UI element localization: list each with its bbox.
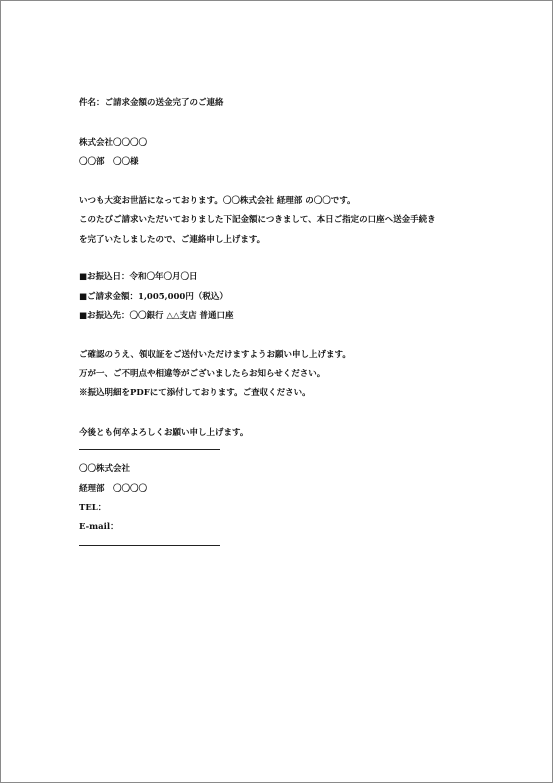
detail-transfer-date: ■お振込日：令和〇年〇月〇日 — [79, 272, 198, 282]
detail-billing-amount: ■ご請求金額：1,005,000円（税込） — [79, 292, 228, 302]
body-line-3: を完了いたしましたので、ご連絡申し上げます。 — [79, 235, 266, 245]
recipient-person: 〇〇部 〇〇様 — [79, 157, 139, 167]
signature-email: E-mail： — [79, 522, 119, 532]
body-line-2: このたびご請求いただいておりました下記金額につきまして、本日ご指定の口座へ送金手続き — [79, 215, 436, 225]
closing-line-2: 万が一、ご不明点や相違等がございましたらお知らせください。 — [79, 369, 326, 379]
signature-company: 〇〇株式会社 — [79, 464, 131, 474]
signature-tel: TEL： — [79, 503, 107, 513]
closing-line-1: ご確認のうえ、領収証をご送付いただけますようお願い申し上げます。 — [79, 350, 351, 360]
signature-bottom-divider — [79, 545, 220, 546]
signature-department: 経理部 〇〇〇〇 — [79, 484, 148, 494]
body-greeting: いつも大変お世話になっております。〇〇株式会社 経理部 の〇〇です。 — [79, 196, 356, 206]
subject-line: 件名：ご請求金額の送金完了のご連絡 — [79, 98, 224, 108]
signature-top-divider — [79, 449, 220, 450]
closing-line-4: 今後とも何卒よろしくお願い申し上げます。 — [79, 428, 249, 438]
closing-line-3: ※振込明細をPDFにて添付しております。ご査収ください。 — [79, 388, 311, 398]
detail-transfer-destination: ■お振込先：〇〇銀行 △△支店 普通口座 — [79, 311, 234, 321]
recipient-company: 株式会社〇〇〇〇 — [79, 138, 148, 148]
